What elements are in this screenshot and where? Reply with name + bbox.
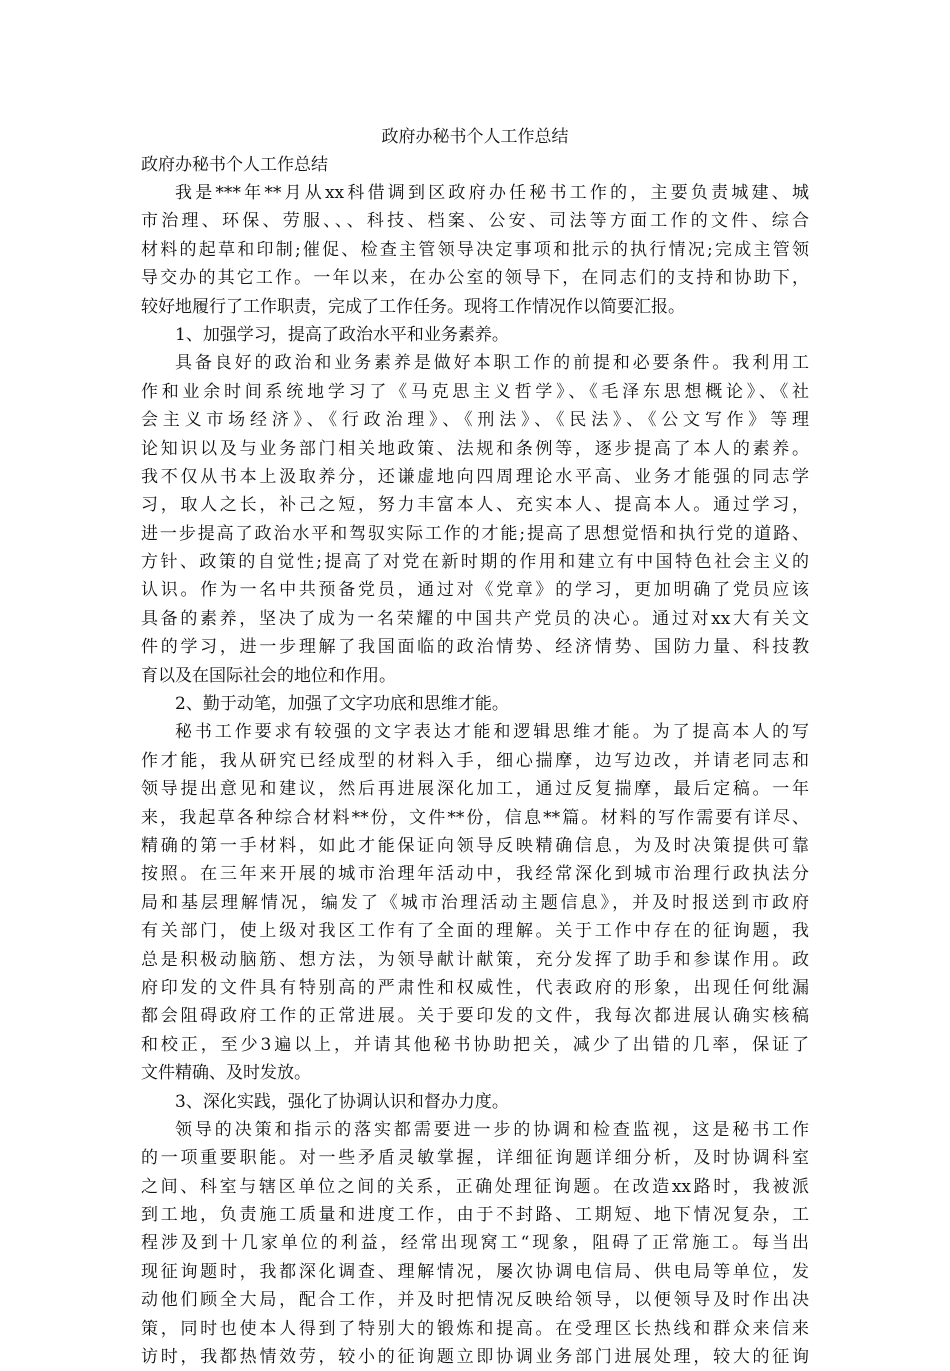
body-text-line: 到工地，负责施工质量和进度工作，由于不封路、工期短、地下情况复杂，工 (141, 1205, 809, 1226)
body-text-line: 材料的起草和印制;催促、检查主管领导决定事项和批示的执行情况;完成主管领 (141, 239, 809, 260)
body-text-line: 程涉及到十几家单位的利益，经常出现窝工“现象，阻碍了正常施工。每当出 (141, 1233, 809, 1254)
body-text-line: 来，我起草各种综合材料**份，文件**份，信息**篇。材料的写作需要有详尽、 (141, 807, 809, 828)
body-text-line: 具备良好的政治和业务素养是做好本职工作的前提和必要条件。我利用工 (175, 353, 809, 374)
body-text-line: 我不仅从书本上汲取养分，还谦虚地向四周理论水平高、业务才能强的同志学 (141, 466, 809, 487)
body-text-line: 秘书工作要求有较强的文字表达才能和逻辑思维才能。为了提高本人的写 (175, 722, 809, 743)
body-text-line: 我是***年**月从xx科借调到区政府办任秘书工作的，主要负责城建、城 (175, 183, 809, 203)
body-text-line: 习，取人之长，补己之短，努力丰富本人、充实本人、提高本人。通过学习， (141, 495, 809, 516)
body-text-line: 作和业余时间系统地学习了《马克思主义哲学》、《毛泽东思想概论》、《社 (141, 381, 809, 402)
body-text-line: 市治理、环保、劳服、、、科技、档案、公安、司法等方面工作的文件、综合 (141, 211, 809, 232)
body-text-line: 的一项重要职能。对一些矛盾灵敏掌握，详细征询题详细分析，及时协调科室 (141, 1148, 809, 1169)
body-text-line: 会主义市场经济》、《行政治理》、《刑法》、《民法》、《公文写作》等理 (141, 410, 809, 431)
body-text-line: 总是积极动脑筋、想方法，为领导献计献策，充分发挥了助手和参谋作用。政 (141, 949, 809, 970)
document-body (141, 179, 809, 1371)
body-text-line: 作才能，我从研究已经成型的材料入手，细心揣摩，边写边改，并请老同志和 (141, 750, 809, 771)
body-text-line: 育以及在国际社会的地位和作用。 (141, 665, 396, 686)
body-text-line: 3、深化实践，强化了协调认识和督办力度。 (175, 1091, 509, 1112)
body-text-line: 导交办的其它工作。一年以来，在办公室的领导下，在同志们的支持和协助下， (141, 268, 809, 289)
body-text-line: 访时，我都热情效劳，较小的征询题立即协调业务部门进展处理，较大的征询 (141, 1347, 809, 1368)
body-text-line: 精确的第一手材料，如此才能保证向领导反映精确信息，为及时决策提供可靠 (141, 835, 809, 856)
body-text-line: 具备的素养，坚决了成为一名荣耀的中国共产党员的决心。通过对xx大有关文 (141, 608, 809, 629)
body-text-line: 领导的决策和指示的落实都需要进一步的协调和检查监视，这是秘书工作 (175, 1119, 809, 1140)
body-text-line: 之间、科室与辖区单位之间的关系，正确处理征询题。在改造xx路时，我被派 (141, 1176, 809, 1197)
body-text-line: 都会阻碍政府工作的正常进展。关于要印发的文件，我每次都进展认确实核稿 (141, 1006, 809, 1027)
document-subtitle: 政府办秘书个人工作总结 (141, 155, 328, 175)
body-text-line: 进一步提高了政治水平和驾驭实际工作的才能;提高了思想觉悟和执行党的道路、 (141, 523, 809, 544)
body-text-line: 认识。作为一名中共预备党员，通过对《党章》的学习，更加明确了党员应该 (141, 580, 809, 601)
body-text-line: 1、加强学习，提高了政治水平和业务素养。 (175, 324, 509, 345)
document-title: 政府办秘书个人工作总结 (381, 127, 569, 147)
body-text-line: 方针、政策的自觉性;提高了对党在新时期的作用和建立有中国特色社会主义的 (141, 552, 809, 573)
body-text-line: 件的学习，进一步理解了我国面临的政治情势、经济情势、国防力量、科技教 (141, 637, 809, 658)
body-text-line: 有关部门，使上级对我区工作有了全面的理解。关于工作中存在的征询题，我 (141, 921, 809, 942)
body-text-line: 领导提出意见和建议，然后再进展深化加工，通过反复揣摩，最后定稿。一年 (141, 779, 809, 800)
body-text-line: 府印发的文件具有特别高的严肃性和权威性，代表政府的形象，出现任何纰漏 (141, 977, 809, 998)
body-text-line: 和校正，至少3遍以上，并请其他秘书协助把关，减少了出错的几率，保证了 (141, 1034, 809, 1055)
body-text-line: 较好地履行了工作职责，完成了工作任务。现将工作情况作以简要汇报。 (141, 296, 685, 317)
body-text-line: 按照。在三年来开展的城市治理年活动中，我经常深化到城市治理行政执法分 (141, 864, 809, 885)
document-page (141, 124, 809, 1371)
body-text-line: 动他们顾全大局，配合工作，并及时把情况反映给领导，以便领导及时作出决 (141, 1290, 809, 1311)
body-text-line: 策，同时也使本人得到了特别大的锻炼和提高。在受理区长热线和群众来信来 (141, 1318, 809, 1339)
body-text-line: 局和基层理解情况，编发了《城市治理活动主题信息》，并及时报送到市政府 (141, 892, 809, 913)
body-text-line: 2、勤于动笔，加强了文字功底和思维才能。 (175, 694, 509, 715)
body-text-line: 论知识以及与业务部门相关地政策、法规和条例等，逐步提高了本人的素养。 (141, 438, 809, 459)
body-text-line: 现征询题时，我都深化调查、理解情况，屡次协调电信局、供电局等单位，发 (141, 1261, 809, 1282)
body-text-line: 文件精确、及时发放。 (141, 1063, 311, 1084)
